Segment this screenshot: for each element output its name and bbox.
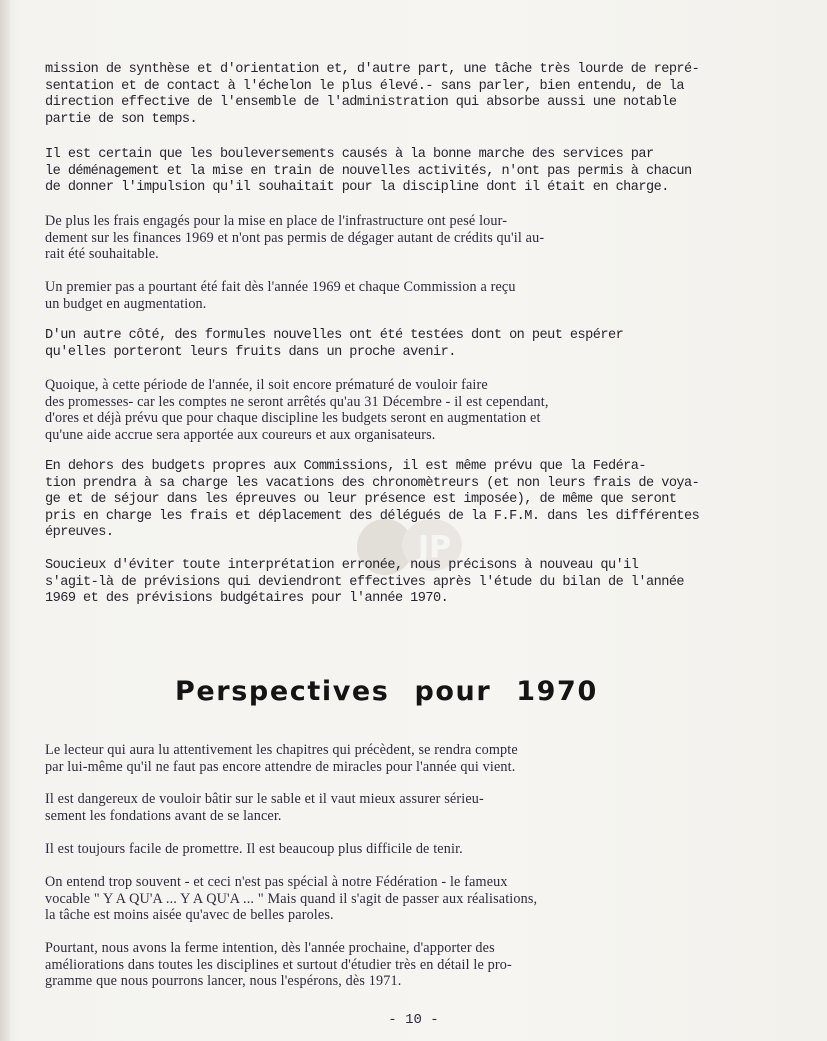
paragraph-federation-charges: En dehors des budgets propres aux Commissions, il est même prévu que la Fedéra- tion prendra à sa charge les vacations des chronomètreurs (et non leurs frais de voya- ge et de séjour dans les épreuves ou leur présence est imposée), de même que seront pris en charge les frais et déplacement des délégués de la F.F.M. dans les différentes épreuves. <box>45 459 700 540</box>
svg-text:JP: JP <box>418 530 452 565</box>
paragraph-first-step: Un premier pas a pourtant été fait dès l'année 1969 et chaque Commission a reçu un budget en augmentation. <box>45 279 516 312</box>
page-binding-edge <box>0 0 10 1041</box>
paragraph-promises: Quoique, à cette période de l'année, il soit encore prématuré de vouloir faire des promesses- car les comptes ne seront arrêtés qu'au 31 Décembre - il est cependant, d'ores et déjà prévu que pour chaque discipline les budgets seront en augmentation et qu'une aide accrue sera apportée aux coureurs et aux organisateurs. <box>45 377 549 443</box>
paragraph-role-of-president: mission de synthèse et d'orientation et, d'autre part, une tâche très lourde de repré- sentation et de contact à l'échelon le plus élevé.- sans parler, bien entendu, de la direction effective de l'ensemble de l'administration qui absorbe aussi une notable partie de son temps. <box>45 62 700 127</box>
page-number: - 10 - <box>388 1012 439 1028</box>
paragraph-reader: Le lecteur qui aura lu attentivement les chapitres qui précèdent, se rendra compte par lui-même qu'il ne faut pas encore attendre de miracles pour l'année qui vient. <box>45 742 518 775</box>
paragraph-firm-intention: Pourtant, nous avons la ferme intention, dès l'année prochaine, d'apporter des améliorations dans toutes les disciplines et surtout d'étudier très en détail le pro- gramme que nous pourrons lancer, nous l'espérons, dès 1971. <box>45 940 512 989</box>
paragraph-y-a-qua: On entend trop souvent - et ceci n'est pas spécial à notre Fédération - le fameux vocable " Y A QU'A ... Y A QU'A ... " Mais quand il s'agit de passer aux réalisations, la tâche est moins aisée qu'avec de belles paroles. <box>45 874 538 923</box>
paragraph-infrastructure-costs: De plus les frais engagés pour la mise en place de l'infrastructure ont pesé lour- dement sur les finances 1969 et n'ont pas permis de dégager autant de crédits qu'il au- rait été souhaitable. <box>45 213 545 262</box>
section-heading: Perspectives pour 1970 <box>175 676 598 707</box>
paragraph-easy-to-promise: Il est toujours facile de promettre. Il est beaucoup plus difficile de tenir. <box>45 841 463 857</box>
paragraph-disruptions: Il est certain que les bouleversements causés à la bonne marche des services par le déménagement et la mise en train de nouvelles activités, n'ont pas permis à chacun de donner l'impulsion qu'il souhaitait pour la discipline dont il était en charge. <box>45 147 692 195</box>
paragraph-clarification: Soucieux d'éviter toute interprétation erronée, nous précisons à nouveau qu'il s'agit-là de prévisions qui deviendront effectives après l'étude du bilan de l'année 1969 et des prévisions budgétaires pour l'année 1970. <box>45 558 685 606</box>
paragraph-build-on-sand: Il est dangereux de vouloir bâtir sur le sable et il vaut mieux assurer sérieu- sement les fondations avant de se lancer. <box>45 791 484 824</box>
paragraph-new-formulas: D'un autre côté, des formules nouvelles ont été testées dont on peut espérer qu'elles porteront leurs fruits dans un proche avenir. <box>45 328 624 360</box>
